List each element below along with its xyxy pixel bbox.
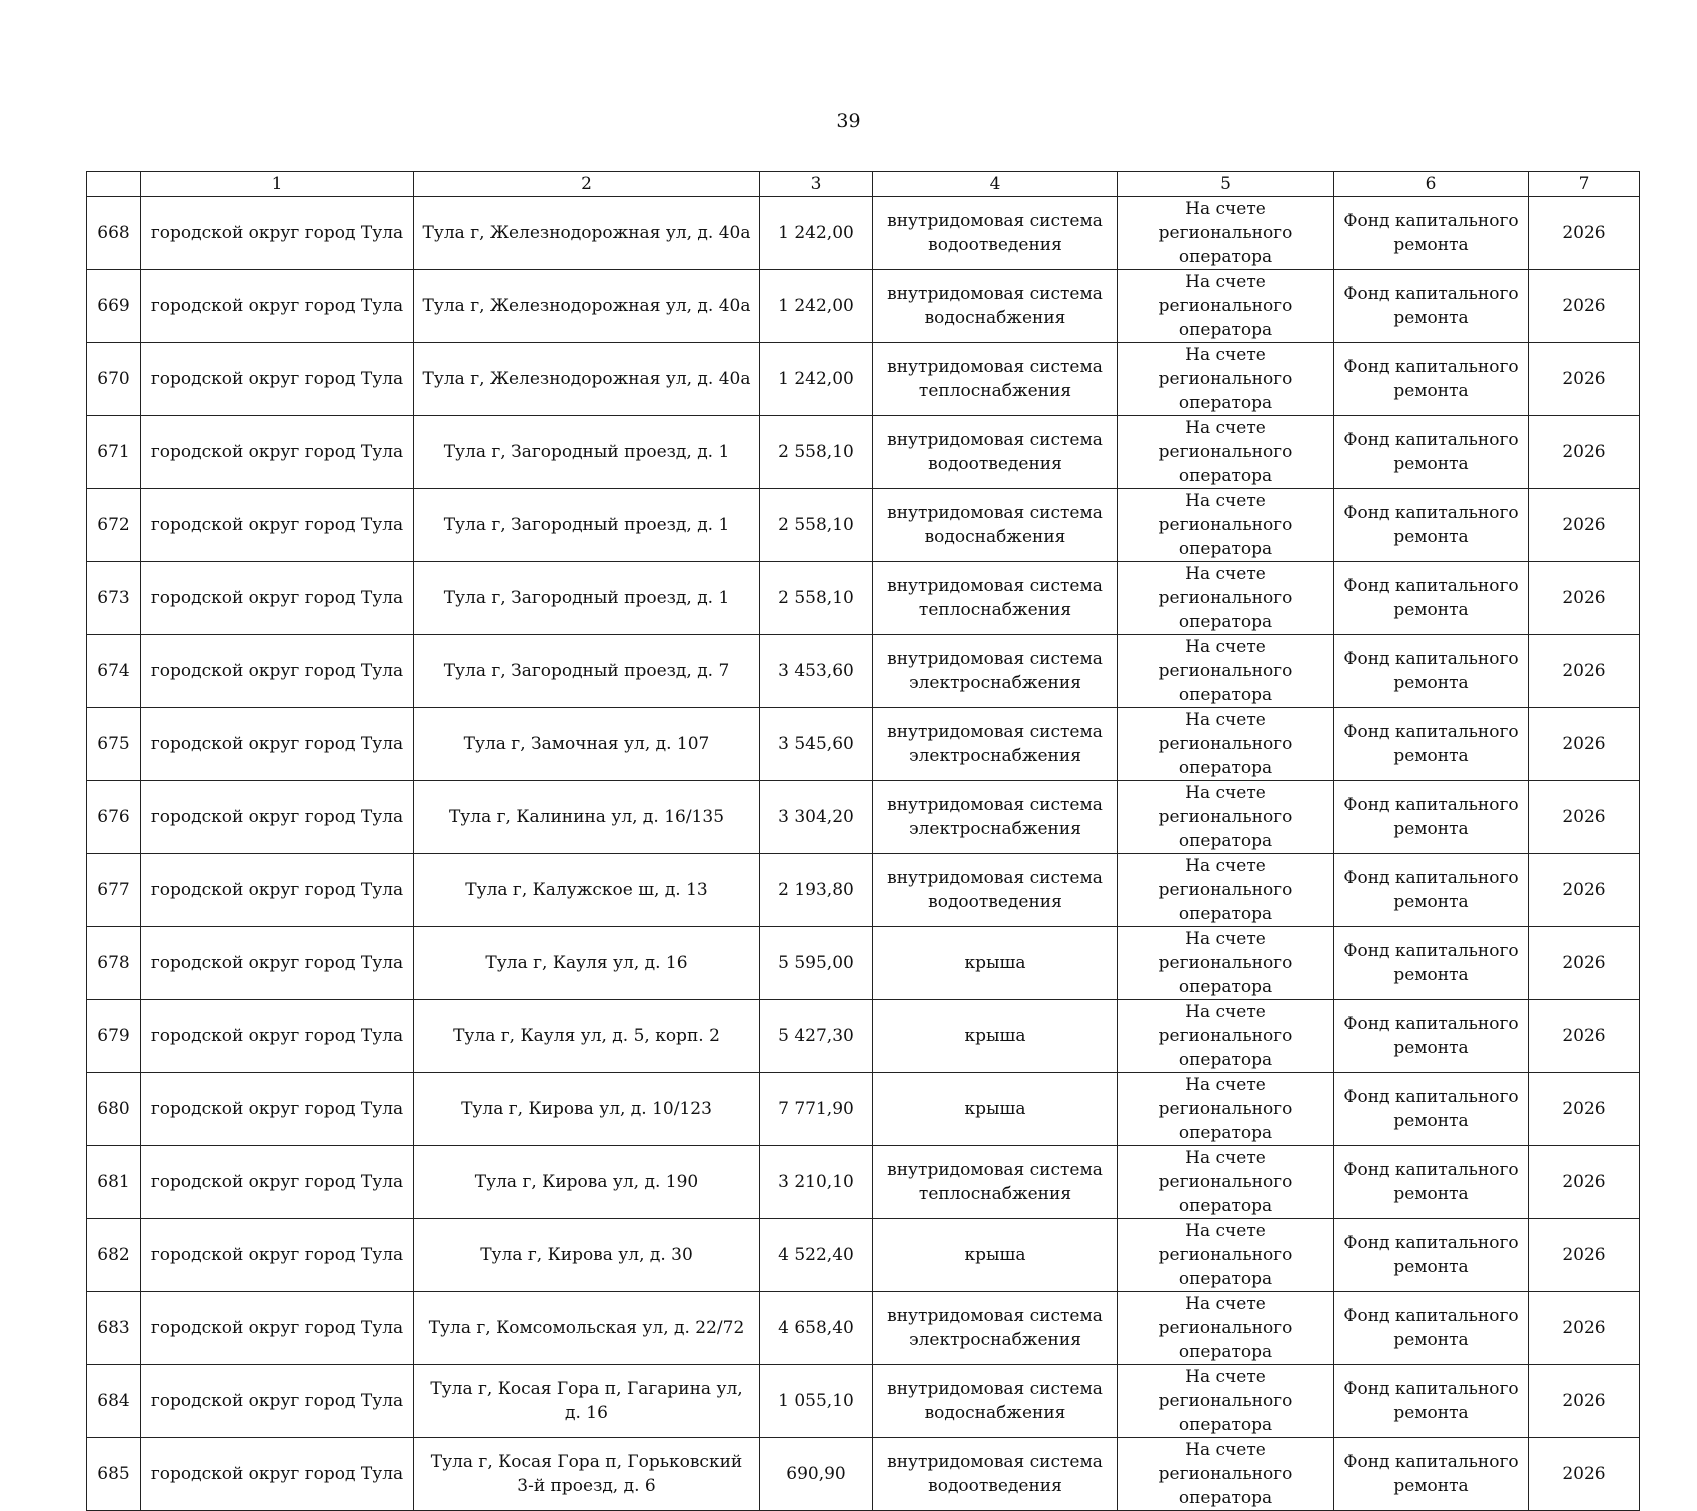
work-type-cell: внутридомовая система водоснабжения <box>873 1365 1118 1438</box>
table-row <box>87 197 1640 270</box>
area-cell: 7 771,90 <box>760 1073 873 1146</box>
work-type-cell: внутридомовая система электроснабжения <box>873 1292 1118 1365</box>
column-header-2: 2 <box>414 172 760 197</box>
address-cell: Тула г, Калинина ул, д. 16/135 <box>414 781 760 854</box>
year-cell: 2026 <box>1529 1000 1640 1073</box>
address-cell: Тула г, Железнодорожная ул, д. 40а <box>414 270 760 343</box>
column-header-1: 1 <box>141 172 414 197</box>
funding-source-cell: Фонд капитального ремонта <box>1334 1146 1529 1219</box>
capital-repair-table <box>86 171 1640 1511</box>
row-number-cell: 676 <box>87 781 141 854</box>
table-row <box>87 708 1640 781</box>
work-type-cell: внутридомовая система водоотведения <box>873 854 1118 927</box>
municipality-cell: городской округ город Тула <box>141 1438 414 1511</box>
fund-account-cell: На счете регионального оператора <box>1118 708 1334 781</box>
row-number-cell: 674 <box>87 635 141 708</box>
fund-account-cell: На счете регионального оператора <box>1118 343 1334 416</box>
row-number-cell: 682 <box>87 1219 141 1292</box>
funding-source-cell: Фонд капитального ремонта <box>1334 1365 1529 1438</box>
municipality-cell: городской округ город Тула <box>141 1219 414 1292</box>
table-row <box>87 1000 1640 1073</box>
table-row <box>87 270 1640 343</box>
column-header-5: 5 <box>1118 172 1334 197</box>
column-header-6: 6 <box>1334 172 1529 197</box>
municipality-cell: городской округ город Тула <box>141 562 414 635</box>
row-number-cell: 671 <box>87 416 141 489</box>
work-type-cell: внутридомовая система водоснабжения <box>873 489 1118 562</box>
municipality-cell: городской округ город Тула <box>141 416 414 489</box>
area-cell: 2 558,10 <box>760 562 873 635</box>
area-cell: 1 055,10 <box>760 1365 873 1438</box>
fund-account-cell: На счете регионального оператора <box>1118 854 1334 927</box>
funding-source-cell: Фонд капитального ремонта <box>1334 781 1529 854</box>
year-cell: 2026 <box>1529 197 1640 270</box>
municipality-cell: городской округ город Тула <box>141 708 414 781</box>
municipality-cell: городской округ город Тула <box>141 1146 414 1219</box>
table-row <box>87 1219 1640 1292</box>
year-cell: 2026 <box>1529 1438 1640 1511</box>
year-cell: 2026 <box>1529 781 1640 854</box>
address-cell: Тула г, Кирова ул, д. 10/123 <box>414 1073 760 1146</box>
fund-account-cell: На счете регионального оператора <box>1118 197 1334 270</box>
column-header-7: 7 <box>1529 172 1640 197</box>
address-cell: Тула г, Кирова ул, д. 30 <box>414 1219 760 1292</box>
address-cell: Тула г, Железнодорожная ул, д. 40а <box>414 197 760 270</box>
fund-account-cell: На счете регионального оператора <box>1118 270 1334 343</box>
table-row <box>87 562 1640 635</box>
work-type-cell: внутридомовая система теплоснабжения <box>873 1146 1118 1219</box>
year-cell: 2026 <box>1529 489 1640 562</box>
work-type-cell: внутридомовая система электроснабжения <box>873 635 1118 708</box>
fund-account-cell: На счете регионального оператора <box>1118 1000 1334 1073</box>
municipality-cell: городской округ город Тула <box>141 927 414 1000</box>
fund-account-cell: На счете регионального оператора <box>1118 1365 1334 1438</box>
area-cell: 2 558,10 <box>760 489 873 562</box>
fund-account-cell: На счете регионального оператора <box>1118 1292 1334 1365</box>
area-cell: 3 304,20 <box>760 781 873 854</box>
address-cell: Тула г, Загородный проезд, д. 7 <box>414 635 760 708</box>
work-type-cell: внутридомовая система водоснабжения <box>873 270 1118 343</box>
work-type-cell: внутридомовая система электроснабжения <box>873 781 1118 854</box>
row-number-cell: 681 <box>87 1146 141 1219</box>
table-row <box>87 1146 1640 1219</box>
row-number-cell: 678 <box>87 927 141 1000</box>
address-cell: Тула г, Комсомольская ул, д. 22/72 <box>414 1292 760 1365</box>
funding-source-cell: Фонд капитального ремонта <box>1334 562 1529 635</box>
funding-source-cell: Фонд капитального ремонта <box>1334 489 1529 562</box>
table-row <box>87 927 1640 1000</box>
row-number-cell: 675 <box>87 708 141 781</box>
municipality-cell: городской округ город Тула <box>141 781 414 854</box>
year-cell: 2026 <box>1529 1365 1640 1438</box>
table-row <box>87 1292 1640 1365</box>
area-cell: 3 210,10 <box>760 1146 873 1219</box>
area-cell: 2 193,80 <box>760 854 873 927</box>
table-row <box>87 1365 1640 1438</box>
page-number: 39 <box>836 110 861 132</box>
row-number-cell: 670 <box>87 343 141 416</box>
funding-source-cell: Фонд капитального ремонта <box>1334 1000 1529 1073</box>
year-cell: 2026 <box>1529 416 1640 489</box>
municipality-cell: городской округ город Тула <box>141 1365 414 1438</box>
row-number-cell: 668 <box>87 197 141 270</box>
funding-source-cell: Фонд капитального ремонта <box>1334 197 1529 270</box>
row-number-cell: 673 <box>87 562 141 635</box>
row-number-cell: 672 <box>87 489 141 562</box>
table-row <box>87 1073 1640 1146</box>
work-type-cell: внутридомовая система теплоснабжения <box>873 343 1118 416</box>
fund-account-cell: На счете регионального оператора <box>1118 1073 1334 1146</box>
area-cell: 2 558,10 <box>760 416 873 489</box>
year-cell: 2026 <box>1529 343 1640 416</box>
fund-account-cell: На счете регионального оператора <box>1118 781 1334 854</box>
row-number-cell: 680 <box>87 1073 141 1146</box>
work-type-cell: крыша <box>873 1219 1118 1292</box>
row-number-cell: 677 <box>87 854 141 927</box>
address-cell: Тула г, Загородный проезд, д. 1 <box>414 489 760 562</box>
address-cell: Тула г, Загородный проезд, д. 1 <box>414 562 760 635</box>
address-cell: Тула г, Железнодорожная ул, д. 40а <box>414 343 760 416</box>
funding-source-cell: Фонд капитального ремонта <box>1334 1219 1529 1292</box>
area-cell: 1 242,00 <box>760 270 873 343</box>
address-cell: Тула г, Косая Гора п, Горьковский 3-й проезд, д. 6 <box>414 1438 760 1511</box>
table-row <box>87 489 1640 562</box>
address-cell: Тула г, Кауля ул, д. 5, корп. 2 <box>414 1000 760 1073</box>
work-type-cell: крыша <box>873 1073 1118 1146</box>
funding-source-cell: Фонд капитального ремонта <box>1334 854 1529 927</box>
funding-source-cell: Фонд капитального ремонта <box>1334 635 1529 708</box>
address-cell: Тула г, Замочная ул, д. 107 <box>414 708 760 781</box>
row-number-cell: 669 <box>87 270 141 343</box>
fund-account-cell: На счете регионального оператора <box>1118 927 1334 1000</box>
funding-source-cell: Фонд капитального ремонта <box>1334 1073 1529 1146</box>
municipality-cell: городской округ город Тула <box>141 343 414 416</box>
year-cell: 2026 <box>1529 635 1640 708</box>
address-cell: Тула г, Косая Гора п, Гагарина ул, д. 16 <box>414 1365 760 1438</box>
address-cell: Тула г, Кауля ул, д. 16 <box>414 927 760 1000</box>
year-cell: 2026 <box>1529 1219 1640 1292</box>
year-cell: 2026 <box>1529 1146 1640 1219</box>
year-cell: 2026 <box>1529 927 1640 1000</box>
work-type-cell: внутридомовая система электроснабжения <box>873 708 1118 781</box>
municipality-cell: городской округ город Тула <box>141 1000 414 1073</box>
municipality-cell: городской округ город Тула <box>141 270 414 343</box>
table-header-row <box>87 172 1640 197</box>
fund-account-cell: На счете регионального оператора <box>1118 1219 1334 1292</box>
year-cell: 2026 <box>1529 562 1640 635</box>
fund-account-cell: На счете регионального оператора <box>1118 1438 1334 1511</box>
work-type-cell: внутридомовая система водоотведения <box>873 416 1118 489</box>
funding-source-cell: Фонд капитального ремонта <box>1334 1292 1529 1365</box>
municipality-cell: городской округ город Тула <box>141 854 414 927</box>
row-number-cell: 685 <box>87 1438 141 1511</box>
column-header-3: 3 <box>760 172 873 197</box>
funding-source-cell: Фонд капитального ремонта <box>1334 708 1529 781</box>
work-type-cell: внутридомовая система теплоснабжения <box>873 562 1118 635</box>
area-cell: 4 658,40 <box>760 1292 873 1365</box>
municipality-cell: городской округ город Тула <box>141 1292 414 1365</box>
municipality-cell: городской округ город Тула <box>141 1073 414 1146</box>
fund-account-cell: На счете регионального оператора <box>1118 635 1334 708</box>
table-row <box>87 1438 1640 1511</box>
area-cell: 4 522,40 <box>760 1219 873 1292</box>
table-row <box>87 854 1640 927</box>
year-cell: 2026 <box>1529 270 1640 343</box>
area-cell: 690,90 <box>760 1438 873 1511</box>
funding-source-cell: Фонд капитального ремонта <box>1334 416 1529 489</box>
funding-source-cell: Фонд капитального ремонта <box>1334 343 1529 416</box>
address-cell: Тула г, Загородный проезд, д. 1 <box>414 416 760 489</box>
address-cell: Тула г, Калужское ш, д. 13 <box>414 854 760 927</box>
fund-account-cell: На счете регионального оператора <box>1118 489 1334 562</box>
area-cell: 5 595,00 <box>760 927 873 1000</box>
year-cell: 2026 <box>1529 708 1640 781</box>
fund-account-cell: На счете регионального оператора <box>1118 416 1334 489</box>
column-header-4: 4 <box>873 172 1118 197</box>
column-header-0 <box>87 172 141 197</box>
work-type-cell: крыша <box>873 927 1118 1000</box>
table-row <box>87 781 1640 854</box>
area-cell: 1 242,00 <box>760 197 873 270</box>
year-cell: 2026 <box>1529 854 1640 927</box>
funding-source-cell: Фонд капитального ремонта <box>1334 270 1529 343</box>
fund-account-cell: На счете регионального оператора <box>1118 562 1334 635</box>
municipality-cell: городской округ город Тула <box>141 489 414 562</box>
row-number-cell: 683 <box>87 1292 141 1365</box>
address-cell: Тула г, Кирова ул, д. 190 <box>414 1146 760 1219</box>
table-row <box>87 635 1640 708</box>
row-number-cell: 679 <box>87 1000 141 1073</box>
funding-source-cell: Фонд капитального ремонта <box>1334 1438 1529 1511</box>
year-cell: 2026 <box>1529 1073 1640 1146</box>
area-cell: 5 427,30 <box>760 1000 873 1073</box>
table-row <box>87 416 1640 489</box>
area-cell: 3 545,60 <box>760 708 873 781</box>
municipality-cell: городской округ город Тула <box>141 197 414 270</box>
year-cell: 2026 <box>1529 1292 1640 1365</box>
area-cell: 3 453,60 <box>760 635 873 708</box>
municipality-cell: городской округ город Тула <box>141 635 414 708</box>
fund-account-cell: На счете регионального оператора <box>1118 1146 1334 1219</box>
work-type-cell: внутридомовая система водоотведения <box>873 1438 1118 1511</box>
work-type-cell: крыша <box>873 1000 1118 1073</box>
table-row <box>87 343 1640 416</box>
area-cell: 1 242,00 <box>760 343 873 416</box>
funding-source-cell: Фонд капитального ремонта <box>1334 927 1529 1000</box>
row-number-cell: 684 <box>87 1365 141 1438</box>
work-type-cell: внутридомовая система водоотведения <box>873 197 1118 270</box>
